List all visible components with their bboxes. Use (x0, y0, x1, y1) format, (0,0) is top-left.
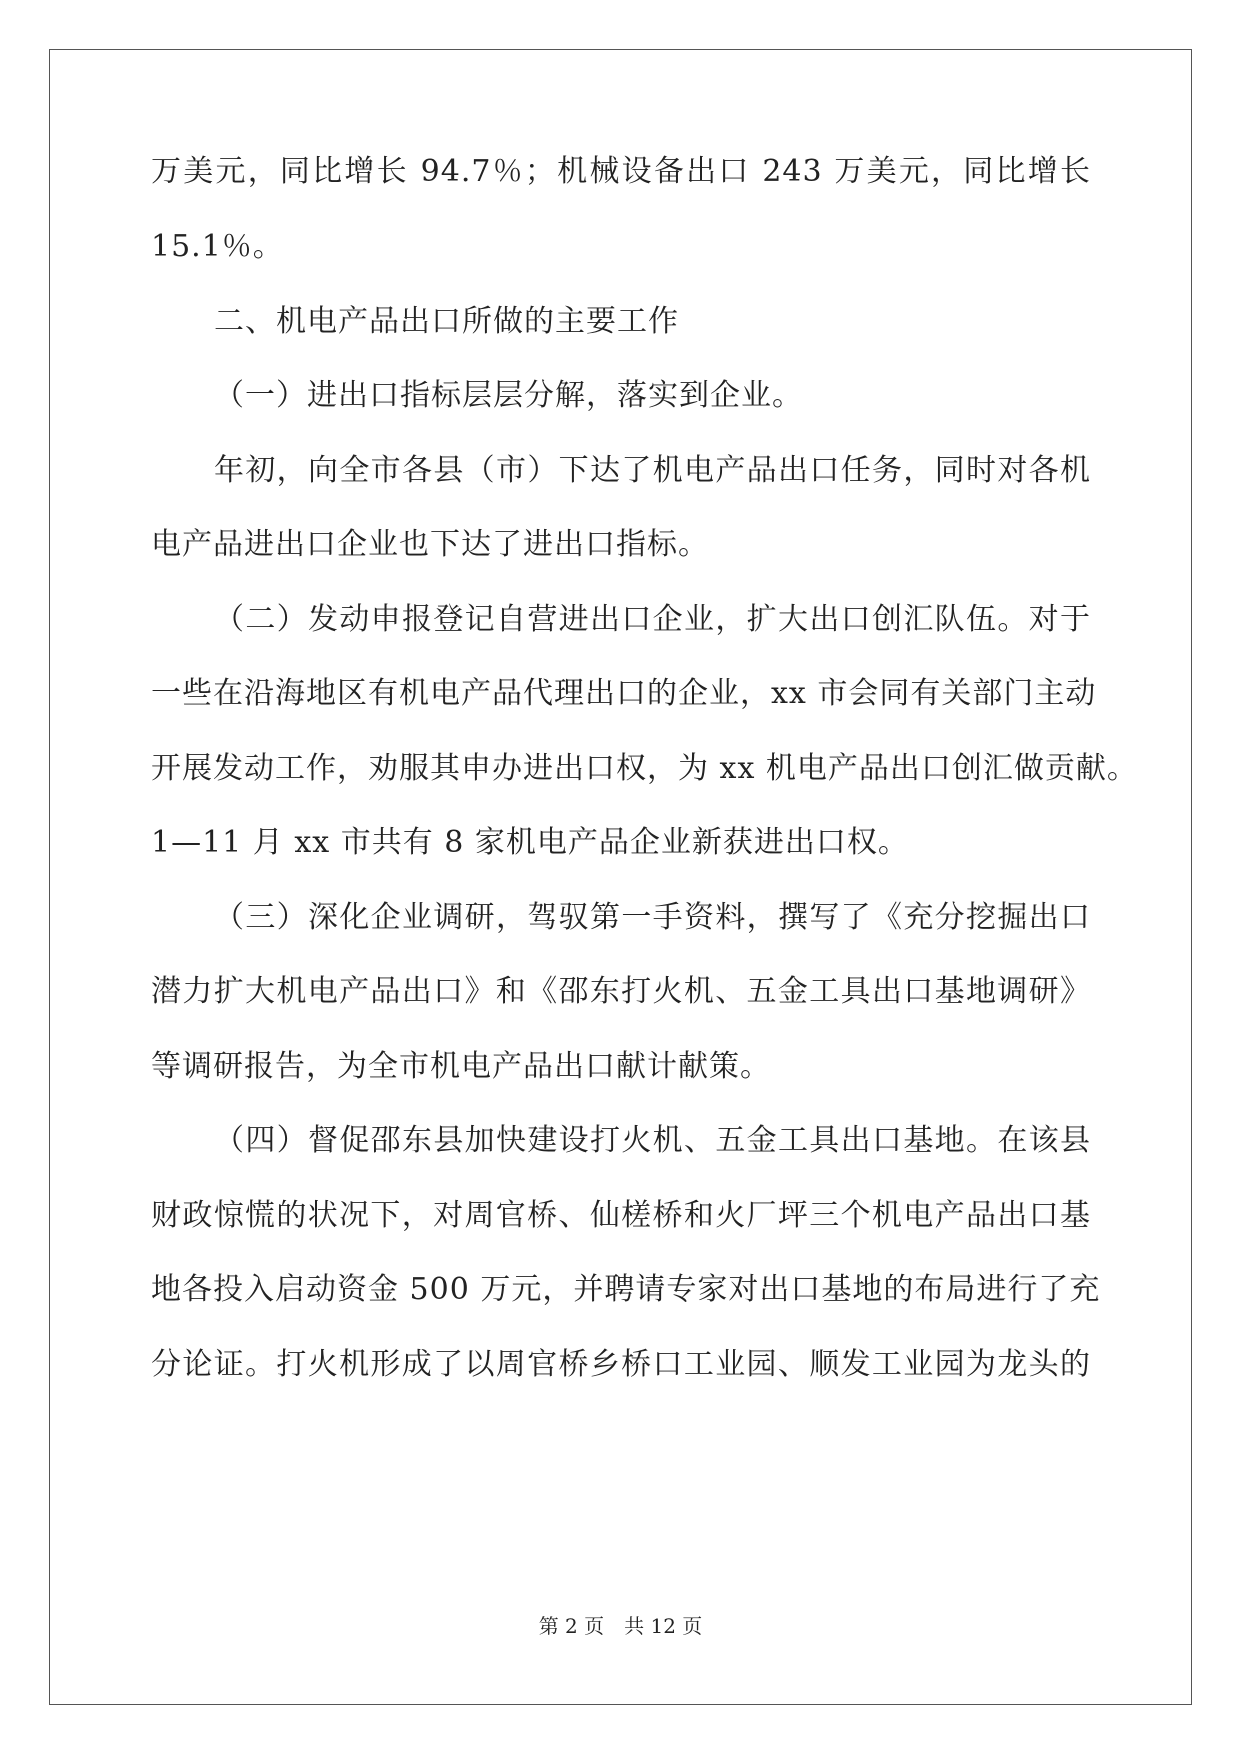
page-border (49, 49, 1192, 1705)
text-line: 一些在沿海地区有机电产品代理出口的企业，xx 市会同有关部门主动 (151, 676, 1097, 711)
text-line: 潜力扩大机电产品出口》和《邵东打火机、五金工具出口基地调研》 (151, 974, 1091, 1009)
text-line: 15.1％。 (151, 229, 284, 264)
text-line: 1—11 月 xx 市共有 8 家机电产品企业新获进出口权。 (151, 825, 909, 860)
section-heading: 二、机电产品出口所做的主要工作 (214, 304, 679, 339)
text-line: （四）督促邵东县加快建设打火机、五金工具出口基地。在该县 (214, 1123, 1091, 1158)
text-line: （三）深化企业调研，驾驭第一手资料，撰写了《充分挖掘出口 (214, 900, 1091, 935)
text-line: 电产品进出口企业也下达了进出口指标。 (151, 527, 709, 562)
subsection-heading: （一）进出口指标层层分解，落实到企业。 (214, 378, 803, 413)
text-line: 年初，向全市各县（市）下达了机电产品出口任务，同时对各机 (214, 453, 1091, 488)
text-line: 等调研报告，为全市机电产品出口献计献策。 (151, 1049, 771, 1084)
text-line: 分论证。打火机形成了以周官桥乡桥口工业园、顺发工业园为龙头的 (151, 1347, 1091, 1382)
page-number: 第 2 页 共 12 页 (538, 1614, 703, 1638)
text-line: 地各投入启动资金 500 万元，并聘请专家对出口基地的布局进行了充 (151, 1272, 1101, 1307)
text-line: 万美元，同比增长 94.7％；机械设备出口 243 万美元，同比增长 (151, 154, 1091, 189)
text-line: 开展发动工作，劝服其申办进出口权，为 xx 机电产品出口创汇做贡献。 (151, 751, 1138, 786)
text-line: （二）发动申报登记自营进出口企业，扩大出口创汇队伍。对于 (214, 602, 1091, 637)
text-line: 财政惊慌的状况下，对周官桥、仙槎桥和火厂坪三个机电产品出口基 (151, 1198, 1091, 1233)
